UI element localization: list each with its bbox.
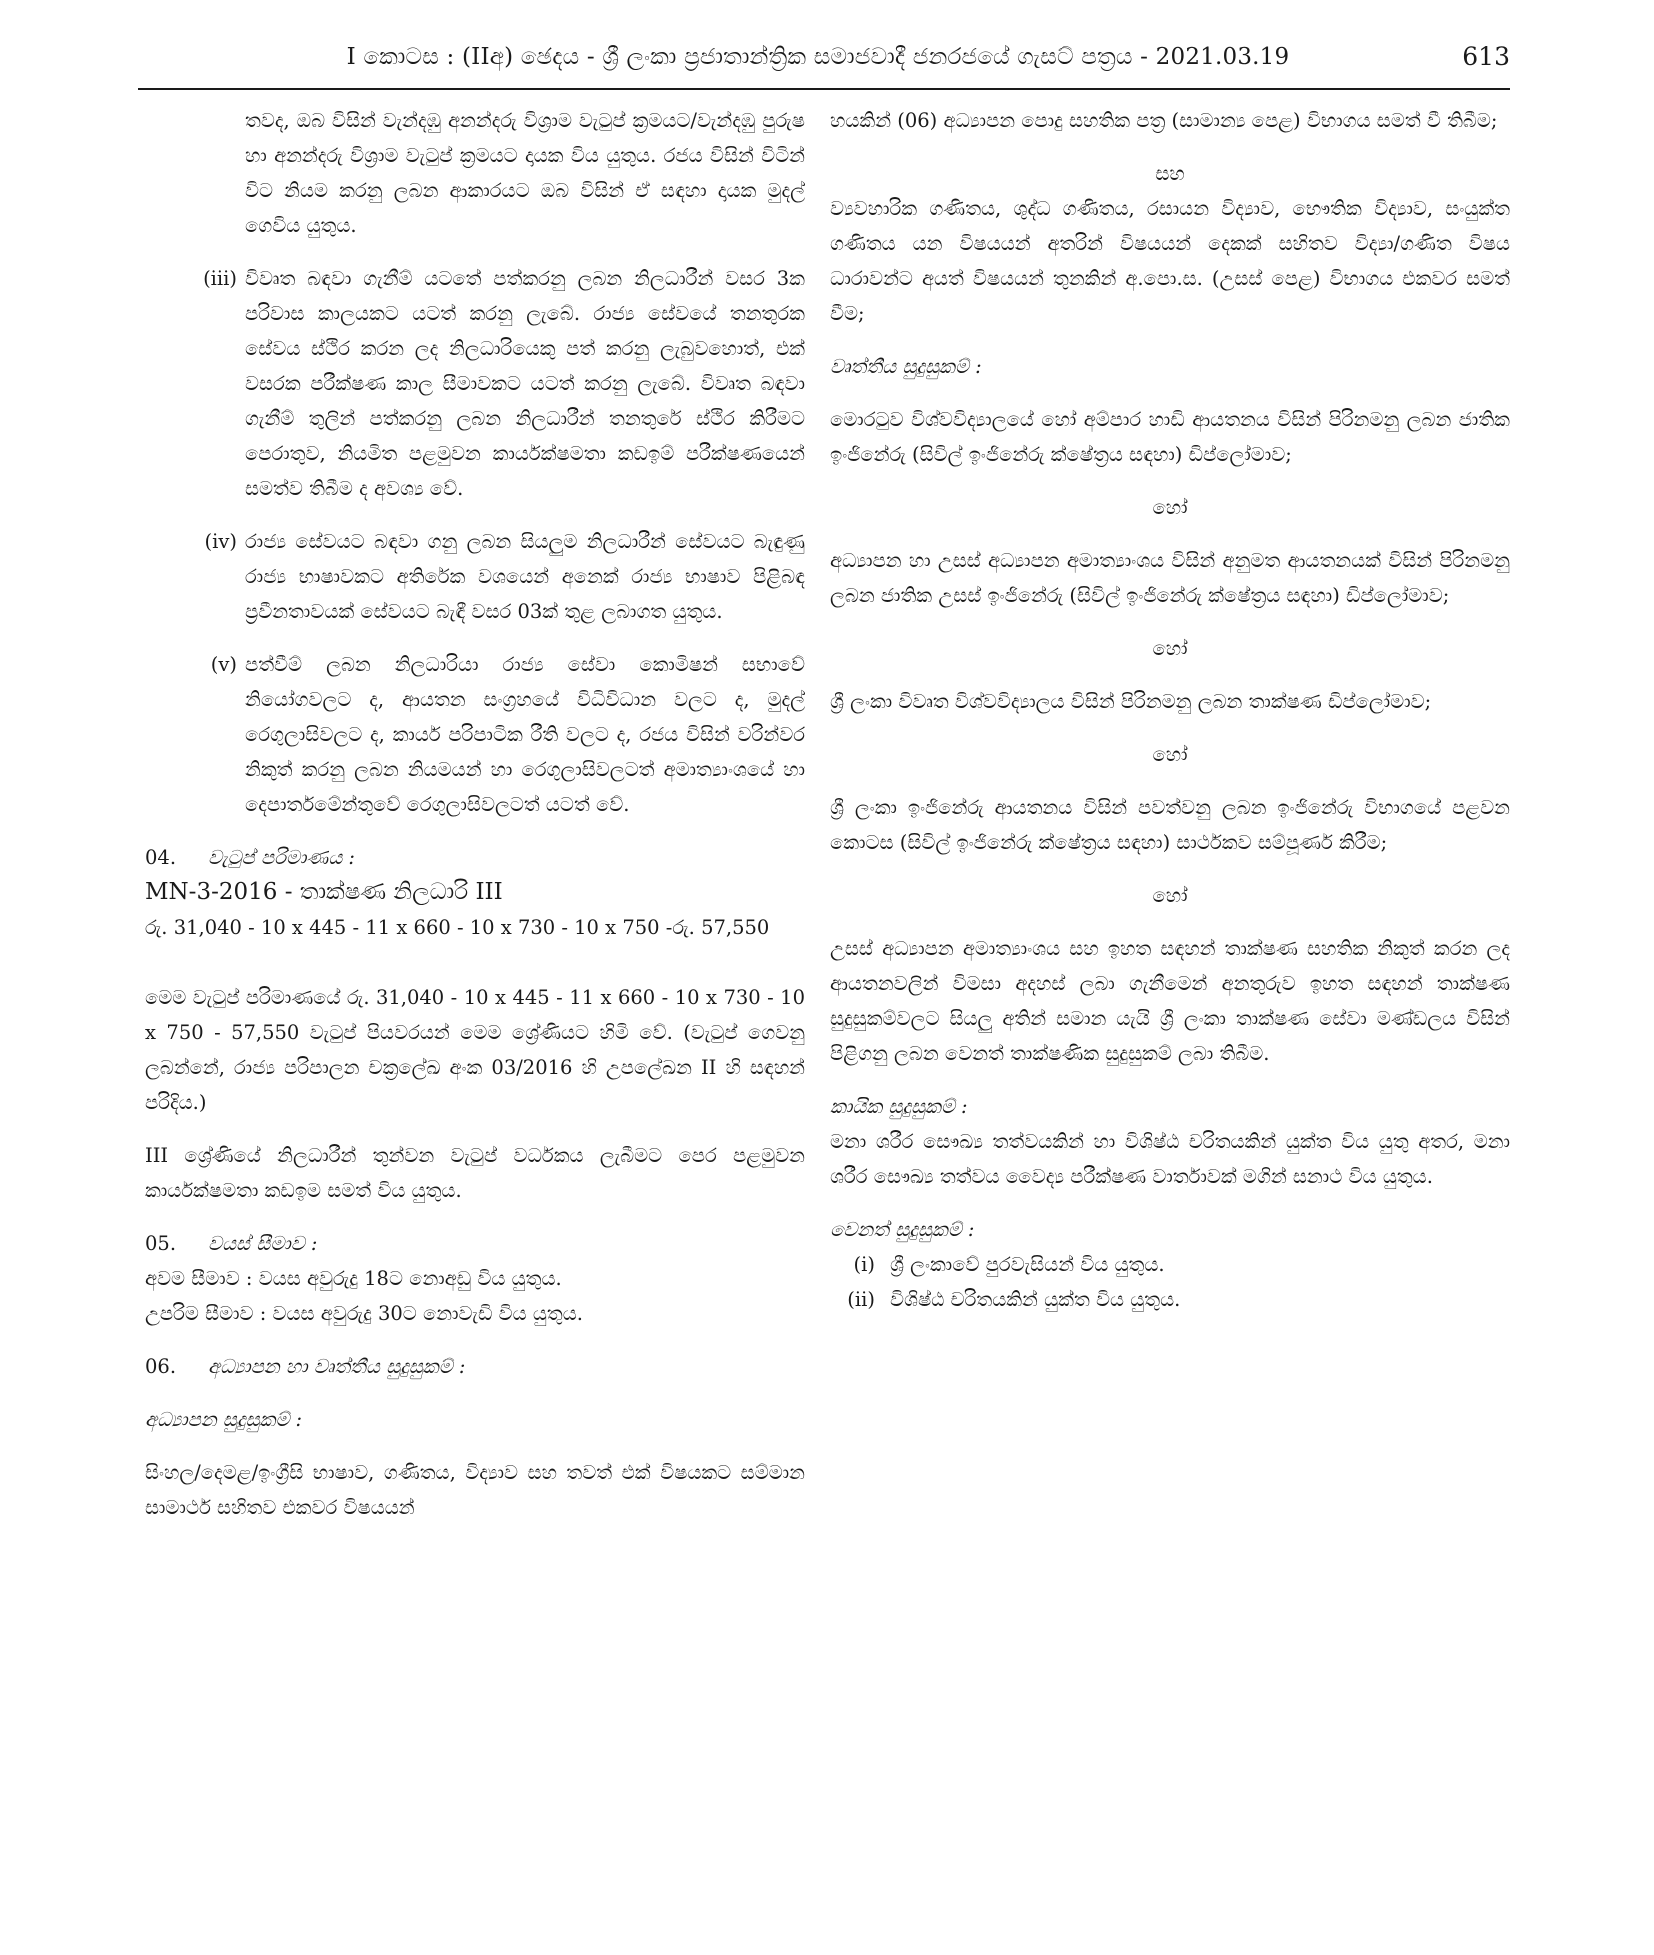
list-item-iv [145,524,805,629]
professional-heading: වෘත්තීය සුදුසුකම් : [830,355,982,378]
list-item-v [145,647,805,822]
section-05-age-limit [145,1226,805,1331]
section-number: 06. [145,1355,177,1378]
physical-heading: කායික සුදුසුකම් : [830,1095,968,1118]
item-marker: (i) [853,1253,875,1276]
salary-paragraph: මෙම වැටුප් පරිමාණයේ රු. 31,040 - 10 x 445 - 11 x 660 - 10 x 730 - 10 x 750 - 57,550 වැටුප් පියවරයන් මෙම ශ්‍රේණියට හිමි වේ. (වැටුප් ගෙවනු ලබන්නේ, රාජ්‍ය පරිපාලන චක්‍රලේඛ අංක 03/2016 හි උපලේඛන II හි සඳහන් පරිදිය.) [145,986,805,1114]
gazette-header-title: I කොටස : (IIඅ) ඡෙදය - ශ්‍රී ලංකා ප්‍රජාතාන්ත්‍රික සමාජවාදී ජනරජයේ ගැසට් පත්‍රය - 2021.03.19 [346,44,1290,70]
item-text: රාජ්‍ය සේවයට බඳවා ගනු ලබන සියලුම නිලධාරීන් සේවයට බැඳුණු රාජ්‍ය භාෂාවකට අතිරේක වශයෙන් අනෙක් රාජ්‍ය භාෂාව පිළිබඳ ප්‍රවීනතාවයක් සේවයට බැඳී වසර 03ක් තුළ ලබාගත යුතුය. [245,530,805,623]
maximum-age: උපරිම සීමාව : වයස අවුරුදු 30ට නොවැඩි විය යුතුය. [145,1302,583,1325]
other-item-ii [830,1282,1510,1317]
right-column [830,103,1510,1317]
professional-qualification-4: ශ්‍රී ලංකා ඉංජිනේරු ආයතනය විසින් පවත්වනු ලබන ඉංජිනේරු විභාගයේ පළවන කොටස (සිවිල් ඉංජිනේරු ක්ෂේත්‍රය සඳහා) සාර්ථකව සම්පූර්ණ කිරීම; [830,796,1510,854]
section-heading: වැටුප් පරිමාණය : [208,846,355,869]
left-column [145,103,805,1525]
salary-scale: රු. 31,040 - 10 x 445 - 11 x 660 - 10 x 730 - 10 x 750 -රු. 57,550 [145,916,770,939]
conjunction-or: හෝ [1152,743,1188,766]
item-marker: (ii) [847,1288,875,1311]
ol-continuation: හයකින් (06) අධ්‍යාපන පොදු සහතික පත්‍ර (සාමාන්‍ය පෙළ) විභාගය සමත් වී තිබීම; [830,109,1498,132]
conjunction-or: හෝ [1152,496,1188,519]
conjunction-or: හෝ [1152,637,1188,660]
item-text: විවෘත බඳවා ගැනීම් යටතේ පත්කරනු ලබන නිලධාරීන් වසර 3ක පරිවාස කාලයකට යටත් කරනු ලැබේ. රාජ්‍ය සේවයේ තනතුරක සේවය ස්ථිර කරන ලද නිලධාරියෙකු පත් කරනු ලැබුවහොත්, එක් වසරක පරීක්ෂණ කාල සීමාවකට යටත් කරනු ලැබේ. විවෘත බඳවා ගැනීම් තුලින් පත්කරනු ලබන නිලධාරීන් තනතුරේ ස්ථිර කිරීමට පෙරාතුව, නියමිත පළමුවන කාර්යක්ෂමතා කඩඉම් පරීක්ෂණයෙන් සමත්ව තිබීම ද අවශ්‍ය වේ. [245,267,805,500]
professional-qualification-1: මොරටුව විශ්වවිද්‍යාලයේ හෝ අම්පාර හාඩි ආයතනය විසින් පිරිනමනු ලබන ජාතික ඉංජිනේරු (සිවිල් ඉංජිනේරු ක්ෂේත්‍රය සඳහා) ඩිප්ලෝමාව; [830,408,1510,466]
page-header [138,38,1510,90]
education-subheading: අධ්‍යාපන සුදුසුකම් : [145,1408,303,1431]
section-heading: වයස් සීමාව : [208,1232,318,1255]
conjunction-or: හෝ [1152,884,1188,907]
professional-qualification-3: ශ්‍රී ලංකා විවෘත විශ්වවිද්‍යාලය විසින් පිරිනමනු ලබන තාක්ෂණ ඩිප්ලෝමාව; [830,690,1432,713]
section-heading: අධ්‍යාපන හා වෘත්තීය සුදුසුකම් : [208,1355,466,1378]
intro-paragraph: තවද, ඔබ විසින් වැන්දඹු අනන්දරු විශ්‍රාම වැටුප් ක්‍රමයට/වැන්දඹු පුරුෂ හා අනන්දරු විශ්‍රාම වැටුප් ක්‍රමයට දායක විය යුතුය. රජය විසින් විටින් විට නියම කරනු ලබන ආකාරයට ඔබ විසින් ඒ සඳහා දායක මුදල් ගෙවිය යුතුය. [245,109,805,237]
item-text: පත්වීම් ලබන නිලධාරියා රාජ්‍ය සේවා කොමිෂන් සභාවේ නියෝගවලට ද, ආයතන සංග්‍රහයේ විධිවිධාන වලට ද, මුදල් රෙගුලාසිවලට ද, කාර්ය පරිපාටික රීති වලට ද, රජය විසින් වරින්වර නිකුත් කරනු ලබන නියමයන් හා රෙගුලාසිවලටත් අමාත්‍යාංශයේ හා දෙපාර්තමේන්තුවේ රෙගුලාසිවලටත් යටත් වේ. [245,653,805,816]
minimum-age: අවම සීමාව : වයස අවුරුදු 18ට නොඅඩු විය යුතුය. [145,1267,562,1290]
section-04-salary [145,840,805,1208]
item-marker: (iii) [203,267,237,290]
item-text: විශිෂ්ඨ චරිතයකින් යුක්ත විය යුතුය. [890,1288,1181,1311]
professional-qualification-2: අධ්‍යාපන හා උසස් අධ්‍යාපන අමාත්‍යාංශය විසින් අනුමත ආයතනයක් විසින් පිරිනමනු ලබන ජාතික උසස් ඉංජිනේරු (සිවිල් ඉංජිනේරු ක්ෂේත්‍රය සඳහා) ඩිප්ලෝමාව; [830,549,1510,607]
item-text: ශ්‍රී ලංකාවේ පුරවැසියන් විය යුතුය. [890,1253,1165,1276]
other-item-i [830,1247,1510,1282]
list-item-iii [145,261,805,506]
conjunction-and: සහ [1155,162,1185,185]
salary-code: MN-3-2016 - තාක්ෂණ නිලධාරි III [145,879,503,905]
section-number: 04. [145,846,177,869]
physical-paragraph: මනා ශරීර සෞඛ්‍ය තත්වයකින් හා විශිෂ්ඨ චරිතයකින් යුක්ත විය යුතු අතර, මනා ශරීර සෞඛ්‍ය තත්වය වෛද්‍ය පරීක්ෂණ වාර්තාවක් මගින් සනාථ විය යුතුය. [830,1130,1510,1188]
efficiency-bar-paragraph: III ශ්‍රේණියේ නිලධාරීන් තුන්වන වැටුප් වර්ධකය ලැබීමට පෙර පළමුවන කාර්යක්ෂමතා කඩඉම සමත් විය යුතුය. [145,1144,805,1202]
item-marker: (v) [210,653,237,676]
section-06-qualifications [145,1349,805,1525]
section-number: 05. [145,1232,177,1255]
al-paragraph: ව්‍යවහාරික ගණිතය, ශුද්ධ ගණිතය, රසායන විද්‍යාව, භෞතික විද්‍යාව, සංයුක්ත ගණිතය යන විෂයයන් අතරින් විෂයයන් දෙකක් සහිතව විද්‍යා/ගණිත විෂය ධාරාවන්ට අයත් විෂයයන් තුනකින් අ.පො.ස. (උසස් පෙළ) විභාගය එකවර සමත් වීම; [830,197,1510,325]
education-paragraph: සිංහල/දෙමළ/ඉංග්‍රීසි භාෂාව, ගණිතය, විද්‍යාව සහ තවත් එක් විෂයකට සම්මාන සාමාර්ථ සහිතව එකවර විෂයයන් [145,1461,805,1519]
professional-qualification-5: උසස් අධ්‍යාපන අමාත්‍යාංශය සහ ඉහත සඳහන් තාක්ෂණ සහතික නිකුත් කරන ලද ආයතනවලින් විමසා අදහස් ලබා ගැනීමෙන් අනතුරුව ඉහත සඳහන් තාක්ෂණ සුදුසුකම්වලට සියලු අතින් සමාන යැයි ශ්‍රී ලංකා තාක්ෂණ සේවා මණ්ඩලය විසින් පිළිගනු ලබන වෙනත් තාක්ෂණික සුදුසුකම් ලබා තිබීම. [830,937,1510,1065]
other-heading: වෙනත් සුදුසුකම් : [830,1218,975,1241]
item-marker: (iv) [204,530,237,553]
page-number: 613 [1462,42,1510,71]
